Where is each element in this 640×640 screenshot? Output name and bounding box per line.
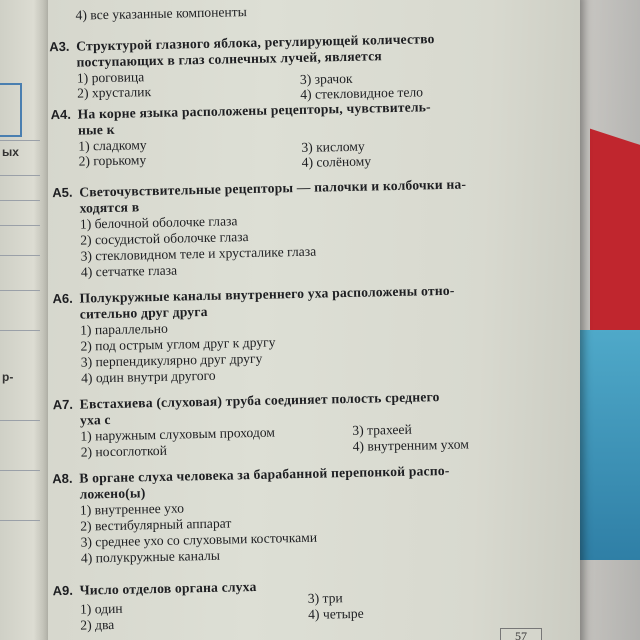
question-number: А4. bbox=[50, 106, 72, 123]
question-stem: Структурой глазного яблока, регулирующей количество поступающих в глаз солнечных лучей, является bbox=[76, 31, 435, 70]
question-a3 bbox=[49, 30, 497, 103]
answer-option: 3) кислому bbox=[301, 138, 365, 155]
page-number: 57 bbox=[500, 628, 542, 640]
answer-option: 3) зрачок bbox=[299, 70, 353, 87]
top-fragment bbox=[75, 4, 247, 23]
question-a7 bbox=[52, 388, 511, 461]
question-number: А9. bbox=[52, 582, 74, 599]
left-margin-text-1: ых bbox=[2, 145, 19, 159]
question-a6 bbox=[52, 282, 511, 387]
answer-options bbox=[80, 494, 511, 567]
question-stem: Число отделов органа слуха bbox=[79, 578, 257, 598]
answer-option: 3) стекловидном теле и хрусталике глаза bbox=[80, 243, 317, 264]
answer-option: 1) наружным слуховым проходом bbox=[80, 424, 276, 444]
question-a9 bbox=[52, 574, 510, 633]
answer-option: 3) перпендикулярно друг другу bbox=[80, 350, 263, 370]
question-a5 bbox=[52, 176, 511, 281]
answer-option: 4) четыре bbox=[307, 605, 364, 622]
question-a8 bbox=[52, 462, 511, 567]
answer-option: 1) внутреннее ухо bbox=[79, 500, 185, 518]
answer-option: 2) горькому bbox=[78, 152, 147, 169]
question-number: А7. bbox=[52, 396, 74, 413]
question-number: А5. bbox=[52, 184, 73, 201]
answer-option: 2) хрусталик bbox=[77, 84, 152, 101]
left-margin-text-2: р- bbox=[2, 370, 14, 384]
answer-option: 4) стекловидное тело bbox=[300, 84, 424, 102]
question-stem: В органе слуха человека за барабанной перепонкой распо- ложено(ы) bbox=[79, 462, 450, 502]
answer-option: 2) два bbox=[80, 616, 115, 633]
question-a4 bbox=[50, 98, 498, 171]
answer-option: 1) роговица bbox=[76, 69, 145, 86]
answer-option: 1) белочной оболочке глаза bbox=[79, 213, 238, 232]
answer-options bbox=[80, 314, 511, 387]
top-fragment-text: 4) все указанные компоненты bbox=[75, 4, 247, 23]
answer-options bbox=[80, 208, 511, 281]
question-number: А3. bbox=[49, 38, 70, 55]
question-number: А8. bbox=[52, 470, 73, 487]
question-stem: Евстахиева (слуховая) труба соединяет полость среднего уха с bbox=[79, 389, 440, 428]
answer-option: 1) один bbox=[79, 600, 123, 617]
answer-option: 2) вестибулярный аппарат bbox=[80, 515, 232, 534]
question-stem: На корне языка расположены рецепторы, чувствитель- ные к bbox=[77, 99, 431, 138]
answer-option: 3) трахеей bbox=[352, 421, 412, 438]
question-stem: Светочувствительные рецепторы — палочки и колбочки на- ходятся в bbox=[79, 176, 467, 216]
question-stem: Полукружные каналы внутреннего уха расположены отно- сительно друг друга bbox=[79, 282, 455, 322]
answer-option: 4) сетчатке глаза bbox=[80, 262, 178, 280]
answer-option: 4) внутренним ухом bbox=[352, 436, 469, 454]
answer-option: 4) солёному bbox=[301, 153, 372, 170]
answer-option: 4) один внутри другого bbox=[81, 367, 216, 386]
answer-option: 1) параллельно bbox=[80, 320, 168, 338]
question-number: А6. bbox=[52, 290, 73, 307]
answer-option: 2) сосудистой оболочке глаза bbox=[80, 229, 249, 248]
answer-option: 4) полукружные каналы bbox=[80, 547, 221, 566]
answer-option: 2) под острым углом друг к другу bbox=[80, 334, 276, 354]
answer-option: 3) три bbox=[307, 589, 343, 606]
answer-option: 3) среднее ухо со слуховыми косточками bbox=[80, 529, 318, 550]
answer-option: 1) сладкому bbox=[78, 137, 147, 154]
answer-option: 2) носоглоткой bbox=[80, 442, 168, 460]
